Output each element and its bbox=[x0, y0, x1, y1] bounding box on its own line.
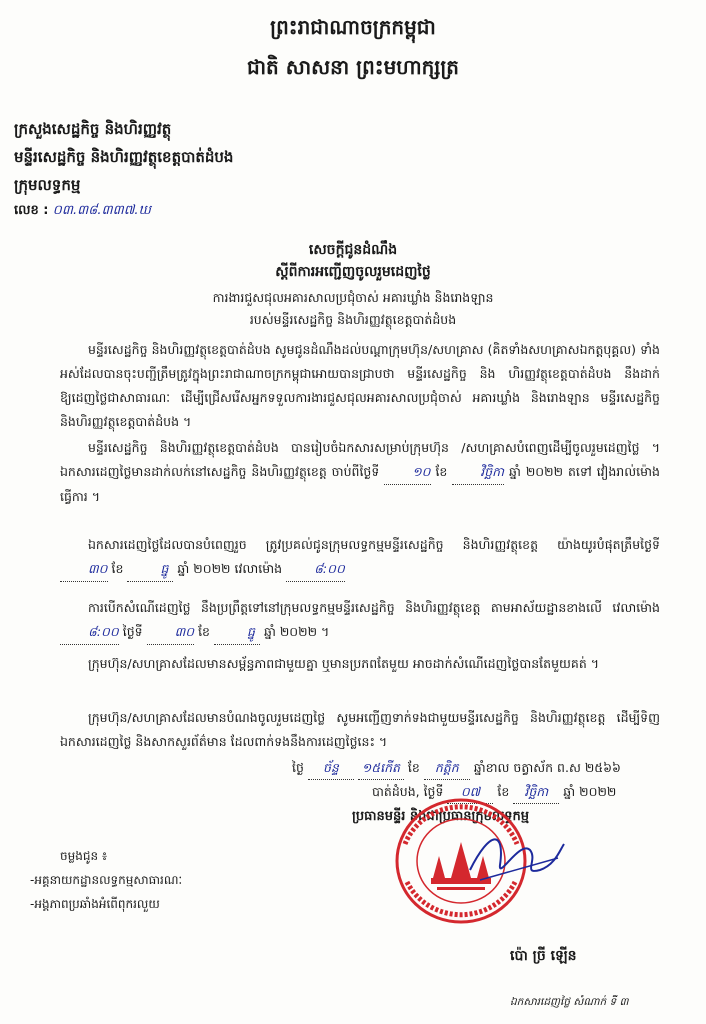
signatory-title: ប្រធានមន្ទីរ និងជាប្រធានក្រុមលទ្ធកម្ម bbox=[352, 809, 530, 824]
handwritten-signature-icon bbox=[460, 820, 570, 890]
opening-time: ៨:០០ bbox=[60, 620, 119, 645]
lunar-prefix: ថ្ងៃ bbox=[292, 760, 304, 775]
paragraph-documents-text: មន្ទីរសេដ្ឋកិច្ច និងហិរញ្ញវត្ថុខេត្តបាត់ដំបង បានរៀបចំឯកសារសម្រាប់ក្រុមហ៊ុន /សហគ្រាសបំពេញដើម្បីចូលរួមដេញថ្លៃ ។ ឯកសារដេញថ្លៃមានដាក់លក់នៅសេដ្ឋកិច្ច និងហិរញ្ញវត្ថុខេត្ត ចាប់ពីថ្ងៃទី bbox=[60, 440, 660, 479]
opening-day-label: ថ្ងៃទី bbox=[122, 624, 143, 639]
lunar-rest: ឆ្នាំខាល ចត្វាស័ក ព.ស ២៥៦៦ bbox=[473, 760, 621, 775]
lunar-day: ច័ន្ទ bbox=[308, 760, 354, 780]
lunar-month: កត្តិក bbox=[424, 760, 470, 780]
unit-name: ក្រុមលទ្ធកម្ម bbox=[14, 176, 81, 194]
paragraph-opening-text: ការបើកសំណើដេញថ្លៃ នឹងប្រព្រឹត្តទៅនៅក្រុមលទ្ធកម្មមន្ទីរសេដ្ឋកិច្ច និងហិរញ្ញវត្ថុខេត្ត តាមអាស័យដ្ឋានខាងលើ វេលាម៉ោង bbox=[88, 600, 660, 615]
submission-year-text: ឆ្នាំ ២០២២ វេលាម៉ោង bbox=[177, 561, 283, 576]
submission-time: ៨:០០ bbox=[286, 557, 345, 582]
reference-value: ០៣.៣៨.៣៣៧.ឃ bbox=[52, 203, 151, 218]
opening-year-text: ឆ្នាំ ២០២២ ។ bbox=[263, 624, 330, 639]
cc-item: -អគ្គនាយកដ្ឋានលទ្ធកម្មសាធារណៈ bbox=[30, 873, 183, 887]
lunar-date bbox=[292, 760, 621, 780]
notice-line-1: ការងារជួសជុលអគារសាលប្រជុំចាស់ អគារឃ្លាំង និងរោងឡាន bbox=[212, 290, 494, 305]
department-name: មន្ទីរសេដ្ឋកិច្ច និងហិរញ្ញវត្ថុខេត្តបាត់ដំបង bbox=[14, 148, 234, 166]
lunar-month-label: ខែ bbox=[407, 760, 420, 775]
reference-label: លេខ : bbox=[14, 203, 49, 218]
opening-month: ធ្នូ bbox=[214, 620, 260, 645]
paragraph-intro: មន្ទីរសេដ្ឋកិច្ច និងហិរញ្ញវត្ថុខេត្តបាត់ដំបង សូមជូនដំណឹងដល់បណ្តាក្រុមហ៊ុន/សហគ្រាស (គិតទាំងសហគ្រាសឯកត្តបុគ្គល) ទាំងអស់ដែលបានចុះបញ្ជីត្រឹមត្រូវក្នុងព្រះរាជាណាចក្រកម្ពុជាអោយបានជ្រាបថា មន្ទីរសេដ្ឋកិច្ច និង ហិរញ្ញវត្ថុខេត្តបាត់ដំបង នឹងដាក់ឱ្យដេញថ្លៃជាសាធារណៈ ដើម្បីជ្រើសរើសអ្នកទទួលការងារជួសជុលអគារសាលប្រជុំចាស់ អគារឃ្លាំង និងរោងឡាន មន្ទីរសេដ្ឋកិច្ច និងហិរញ្ញវត្ថុខេត្តបាត់ដំបង ។ bbox=[60, 342, 660, 429]
cc-label: ចម្លងជូន ៖ bbox=[60, 849, 108, 863]
paragraph-affiliation: ក្រុមហ៊ុន/សហគ្រាសដែលមានសម្ព័ន្ធភាពជាមួយគ្នា ឬមានប្រភពតែមួយ អាចដាក់សំណើដេញថ្លៃបានតែមួយគត់ ។ bbox=[88, 656, 600, 671]
paragraph-documents-end: ២០២២ តទៅ វៀងរាល់ម៉ោងធ្វើការ ។ bbox=[60, 464, 660, 504]
sale-year-label: ឆ្នាំ bbox=[509, 464, 521, 479]
kingdom-title: ព្រះរាជាណាចក្រកម្ពុជា bbox=[270, 15, 436, 39]
notice-title: សេចក្តីជូនដំណឹង bbox=[308, 242, 398, 258]
cc-item: -អង្គភាពប្រឆាំងអំពើពុករលួយ bbox=[30, 897, 160, 911]
paragraph-submission-text: ឯកសារដេញថ្លៃដែលបានបំពេញរួច ត្រូវប្រគល់ជូនក្រុមលទ្ធកម្មមន្ទីរសេដ្ឋកិច្ច និងហិរញ្ញវត្ថុខេត្ត យ៉ាងយូរបំផុតត្រឹមថ្ងៃទី bbox=[88, 537, 660, 552]
submission-month-label: ខែ bbox=[111, 561, 124, 576]
solar-prefix: បាត់ដំបង, ថ្ងៃទី bbox=[372, 784, 444, 799]
submission-day: ៣០ bbox=[60, 557, 108, 582]
opening-day: ៣០ bbox=[147, 620, 195, 645]
paragraph-submission bbox=[60, 533, 660, 582]
footer-note: ឯកសារដេញថ្លៃ សំណាក់ ទី ៣ bbox=[510, 996, 629, 1008]
reference-number bbox=[14, 202, 151, 221]
solar-month: វិច្ឆិកា bbox=[513, 784, 559, 804]
lunar-moon-phase: ១៥កើត bbox=[358, 760, 404, 780]
sale-start-month: វិច្ឆិកា bbox=[452, 460, 504, 485]
sale-month-label: ខែ bbox=[435, 464, 448, 479]
paragraph-opening bbox=[60, 596, 660, 645]
solar-day: ០៧ bbox=[447, 784, 493, 804]
solar-year: ឆ្នាំ ២០២២ bbox=[563, 784, 617, 799]
submission-month: ធ្នូ bbox=[127, 557, 173, 582]
national-motto: ជាតិ សាសនា ព្រះមហាក្សត្រ bbox=[247, 55, 459, 79]
notice-line-2: របស់មន្ទីរសេដ្ឋកិច្ច និងហិរញ្ញវត្ថុខេត្តបាត់ដំបង bbox=[249, 312, 457, 327]
paragraph-documents bbox=[60, 436, 660, 509]
ministry-name: ក្រសួងសេដ្ឋកិច្ច និងហិរញ្ញវត្ថុ bbox=[14, 120, 172, 138]
opening-month-label: ខែ bbox=[198, 624, 210, 639]
sale-start-day: ១០ bbox=[384, 460, 430, 485]
notice-subtitle: ស្តីពីការអញ្ជើញចូលរួមដេញថ្លៃ bbox=[275, 264, 431, 280]
signatory-name: ប៉ោ ច្រី ឡើន bbox=[510, 948, 577, 964]
solar-month-label: ខែ bbox=[497, 784, 510, 799]
paragraph-contact: ក្រុមហ៊ុន/សហគ្រាសដែលមានបំណងចូលរួមដេញថ្លៃ សូមអញ្ជើញទាក់ទងជាមួយមន្ទីរសេដ្ឋកិច្ច និងហិរញ្ញវត្ថុខេត្ត ដើម្បីទិញឯកសារដេញថ្លៃ និងសាកសួរព័ត៌មាន ដែលពាក់ទងនឹងការដេញថ្លៃនេះ ។ bbox=[60, 710, 660, 749]
